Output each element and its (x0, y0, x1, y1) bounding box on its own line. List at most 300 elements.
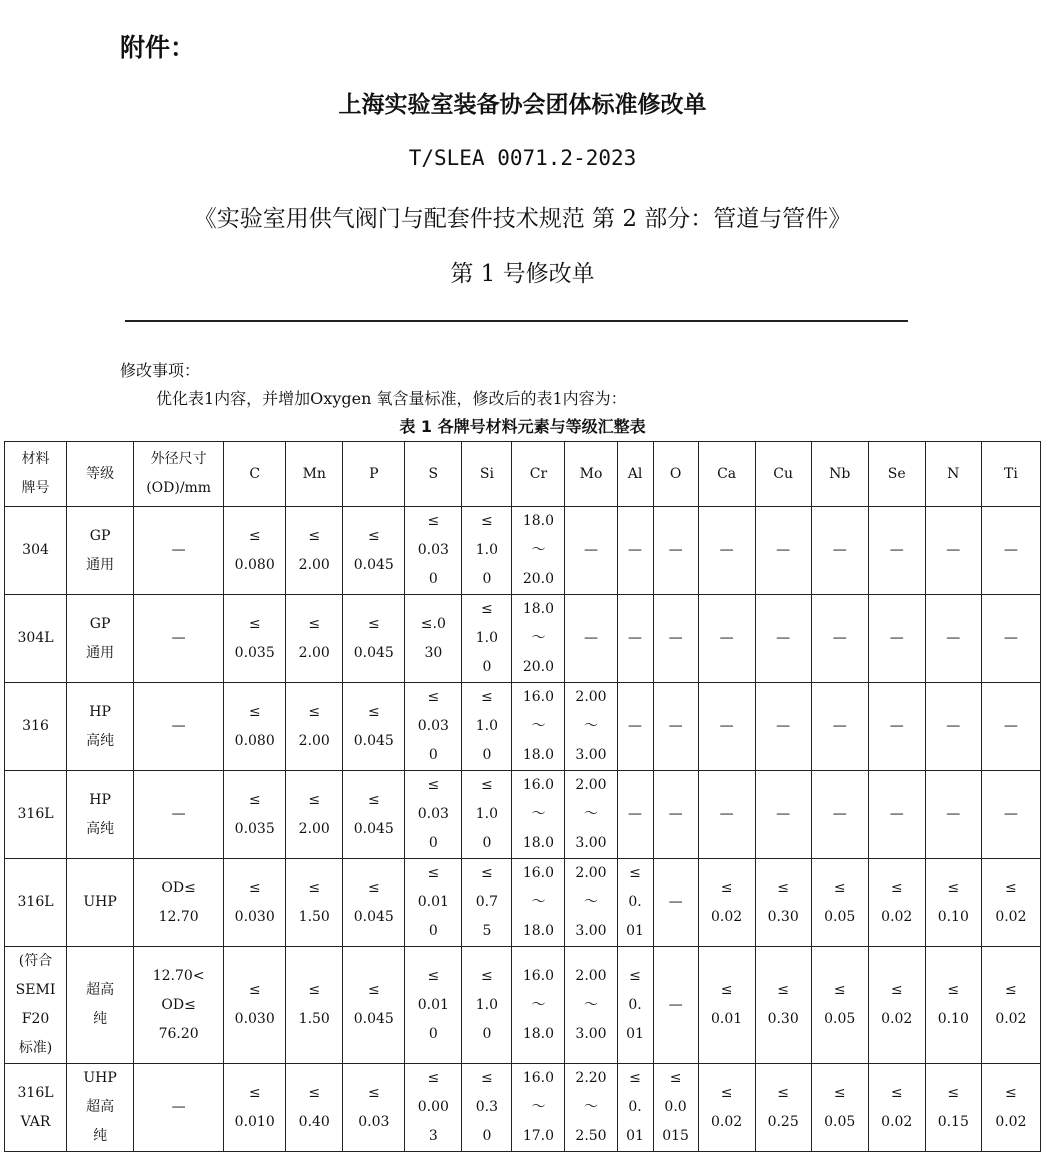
cell-line: 0.30 (767, 908, 799, 925)
cell-line: 0.080 (234, 556, 275, 573)
cell-line: — (946, 542, 961, 558)
header-cell (286, 442, 343, 507)
table-cell (512, 507, 565, 595)
cell-line: ≤ (248, 982, 261, 998)
cell-line: — (776, 630, 791, 646)
table-cell (868, 1064, 925, 1152)
cell-line: ≤ (308, 615, 321, 632)
table-cell (755, 507, 811, 595)
table-cell (925, 595, 981, 683)
table-cell (925, 683, 981, 771)
cell-line: ≤ (629, 1070, 641, 1086)
table-cell (868, 859, 925, 947)
cell-line: 2.50 (575, 1128, 607, 1144)
table-cell (67, 859, 134, 947)
cell-line: — (668, 542, 683, 558)
cell-line: ≤ (777, 982, 790, 998)
table-cell (698, 683, 755, 771)
cell-line: Mo (579, 465, 603, 482)
table-cell (343, 771, 405, 859)
cell-line: Cr (529, 465, 548, 482)
cell-line: — (1003, 718, 1018, 734)
cell-line: 3 (428, 1128, 438, 1144)
cell-line: N (947, 465, 960, 482)
cell-line: 通用 (86, 556, 115, 573)
table-row (5, 683, 1041, 771)
table-cell (405, 771, 462, 859)
table-cell (5, 1064, 67, 1152)
header-cell (565, 442, 617, 507)
table-cell (134, 507, 224, 595)
cell-line: — (668, 718, 683, 734)
cell-line: — (776, 542, 791, 558)
header-cell (981, 442, 1040, 507)
cell-line: ≤ (833, 879, 846, 896)
cell-line: GP (89, 527, 111, 544)
cell-line: 超高 (86, 982, 115, 998)
table-cell (925, 1064, 981, 1152)
cell-line: 0.02 (881, 1011, 913, 1027)
table-cell (755, 1064, 811, 1152)
cell-line: 0.080 (234, 732, 275, 749)
cell-line: ≤ (248, 791, 261, 808)
cell-line: ≤ (947, 879, 960, 896)
table-cell (755, 683, 811, 771)
table-cell (868, 947, 925, 1064)
table-cell (67, 507, 134, 595)
cell-line: ≤ (481, 967, 493, 984)
cell-line: 0.02 (995, 1113, 1027, 1130)
cell-line: 1.0 (475, 996, 499, 1013)
header-row (5, 442, 1041, 507)
table-cell (462, 595, 512, 683)
table-cell (134, 1064, 224, 1152)
table-cell (811, 859, 868, 947)
cell-line: ≤ (248, 879, 261, 896)
cell-line: — (719, 718, 734, 734)
table-cell (512, 947, 565, 1064)
table-cell (462, 1064, 512, 1152)
cell-line: 0 (428, 747, 438, 763)
table-row (5, 859, 1041, 947)
cell-line: ≤ (833, 1084, 846, 1101)
table-cell (512, 771, 565, 859)
table-cell (755, 859, 811, 947)
cell-line: — (719, 542, 734, 558)
cell-line: 18.0 (522, 601, 555, 617)
cell-line: 0.045 (353, 732, 394, 749)
cell-line: — (628, 542, 643, 558)
standard-name: 《实验室用供气阀门与配套件技术规范 第 2 部分：管道与管件》 (193, 206, 852, 232)
table-cell (67, 947, 134, 1064)
table-cell (811, 683, 868, 771)
cell-line: — (719, 630, 734, 646)
header-cell (224, 442, 286, 507)
cell-line: 0.40 (298, 1113, 330, 1130)
cell-line: ≤ (481, 865, 493, 881)
cell-line: 0.045 (353, 908, 394, 925)
cell-line: ≤ (1005, 982, 1017, 998)
table-cell (811, 1064, 868, 1152)
table-cell (565, 507, 617, 595)
cell-line: — (171, 630, 186, 646)
table-cell (462, 947, 512, 1064)
standard-code: T/SLEA 0071.2-2023 (408, 146, 637, 170)
cell-line: ≤ (308, 703, 321, 720)
cell-line: 材料 (21, 451, 50, 467)
table-cell (67, 1064, 134, 1152)
cell-line: 0 (482, 1025, 492, 1042)
table-cell (405, 859, 462, 947)
cell-line: 0.05 (824, 1113, 856, 1130)
table-cell (565, 683, 617, 771)
cell-line: ≤ (427, 777, 440, 793)
cell-line: ～ (531, 630, 546, 646)
table-cell (343, 1064, 405, 1152)
table-cell (653, 595, 698, 683)
header-cell (512, 442, 565, 507)
cell-line: 0.10 (937, 908, 969, 925)
cell-line: 18.0 (522, 923, 555, 939)
cell-line: ≤ (481, 513, 493, 529)
table-cell (224, 771, 286, 859)
cell-line: 3.00 (575, 747, 607, 763)
cell-line: 0.03 (417, 806, 449, 822)
cell-line: ≤ (777, 879, 790, 896)
cell-line: — (776, 806, 791, 822)
cell-line: 0.02 (881, 908, 913, 925)
table-cell (617, 947, 653, 1064)
table-cell (981, 859, 1040, 947)
cell-line: — (668, 894, 683, 910)
table-cell (698, 771, 755, 859)
cell-line: Mn (302, 465, 326, 482)
cell-line: 16.0 (522, 1070, 555, 1086)
document-title: 上海实验室装备协会团体标准修改单 (338, 92, 707, 118)
amendment-number: 第 1 号修改单 (450, 261, 595, 287)
cell-line: — (946, 630, 961, 646)
cell-line: 0 (482, 571, 492, 587)
header-cell (343, 442, 405, 507)
table-cell (224, 859, 286, 947)
cell-line: ～ (531, 718, 546, 734)
cell-line: ≤ (248, 1084, 261, 1101)
cell-line: 0.045 (353, 644, 394, 661)
cell-line: ～ (531, 542, 546, 558)
cell-line: — (628, 718, 643, 734)
cell-line: 2.00 (575, 689, 607, 705)
cell-line: 等级 (86, 465, 115, 482)
cell-line: — (889, 542, 904, 558)
header-cell (811, 442, 868, 507)
table-cell (343, 683, 405, 771)
header-cell (653, 442, 698, 507)
cell-line: 316 (22, 718, 49, 734)
cell-line: 30 (424, 644, 443, 661)
cell-line: ≤ (947, 982, 960, 998)
table-cell (286, 683, 343, 771)
table-caption: 表 1 各牌号材料元素与等级汇整表 (399, 417, 646, 436)
cell-line: 16.0 (522, 967, 555, 984)
table-cell (653, 947, 698, 1064)
cell-line: 0.03 (417, 718, 449, 734)
cell-line: (OD)/mm (146, 480, 212, 496)
cell-line: ≤ (720, 1084, 733, 1101)
cell-line: ≤ (720, 982, 733, 998)
cell-line: 0 (482, 747, 492, 763)
table-cell (755, 771, 811, 859)
cell-line: ≤ (947, 1084, 960, 1101)
cell-line: 0. (628, 894, 642, 910)
cell-line: GP (89, 615, 111, 632)
cell-line: 1.50 (298, 908, 330, 925)
table-cell (5, 683, 67, 771)
table-cell (67, 595, 134, 683)
cell-line: 3.00 (575, 1025, 607, 1042)
table-cell (565, 595, 617, 683)
table-cell (286, 595, 343, 683)
cell-line: ≤ (248, 703, 261, 720)
table-cell (405, 1064, 462, 1152)
table-cell (811, 771, 868, 859)
table-cell (617, 859, 653, 947)
table-cell (286, 947, 343, 1064)
table-cell (224, 595, 286, 683)
cell-line: ≤ (367, 703, 380, 720)
cell-line: 16.0 (522, 865, 555, 881)
cell-line: 0.02 (711, 908, 743, 925)
cell-line: — (583, 630, 598, 646)
header-cell (134, 442, 224, 507)
cell-line: 0.045 (353, 556, 394, 573)
cell-line: ～ (531, 1099, 546, 1115)
table-cell (698, 595, 755, 683)
table-cell (134, 771, 224, 859)
table-cell (868, 595, 925, 683)
cell-line: ≤ (481, 601, 493, 617)
cell-line: 18.0 (522, 513, 555, 529)
cell-line: 2.00 (298, 556, 330, 573)
cell-line: — (946, 718, 961, 734)
cell-line: ≤ (308, 791, 321, 808)
table-cell (224, 947, 286, 1064)
cell-line: 20.0 (522, 659, 555, 675)
table-cell (5, 947, 67, 1064)
table-cell (698, 507, 755, 595)
cell-line: 0 (428, 923, 438, 939)
cell-line: Al (627, 465, 643, 482)
cell-line: 0.25 (767, 1113, 799, 1130)
table-cell (512, 683, 565, 771)
cell-line: 304L (17, 630, 54, 646)
table-cell (811, 595, 868, 683)
table-cell (405, 683, 462, 771)
table-cell (134, 683, 224, 771)
cell-line: — (668, 996, 683, 1013)
cell-line: 1.0 (475, 806, 499, 822)
table-cell (462, 771, 512, 859)
cell-line: F20 (21, 1011, 50, 1027)
table-cell (512, 859, 565, 947)
table-cell (755, 595, 811, 683)
table-cell (617, 1064, 653, 1152)
table-cell (462, 507, 512, 595)
header-cell (868, 442, 925, 507)
cell-line: Se (887, 465, 906, 482)
cell-line: ≤ (308, 1084, 321, 1101)
cell-line: Nb (829, 465, 851, 482)
table-cell (698, 859, 755, 947)
cell-line: — (628, 630, 643, 646)
cell-line: 20.0 (522, 571, 555, 587)
cell-line: 0 (482, 835, 492, 851)
cell-line: — (832, 542, 847, 558)
table-cell (134, 947, 224, 1064)
table-cell (925, 771, 981, 859)
table-cell (698, 1064, 755, 1152)
table-cell (286, 1064, 343, 1152)
table-cell (67, 683, 134, 771)
cell-line: ～ (531, 894, 546, 910)
table-body (5, 442, 1041, 1152)
cell-line: ≤ (248, 527, 261, 544)
cell-line: 12.70 (158, 908, 199, 925)
items-label: 修改事项： (120, 361, 201, 380)
cell-line: 0.05 (824, 1011, 856, 1027)
cell-line: 01 (626, 1128, 644, 1144)
cell-line: 0.05 (824, 908, 856, 925)
cell-line: 高纯 (86, 732, 115, 749)
cell-line: ～ (531, 996, 546, 1013)
cell-line: 高纯 (86, 820, 115, 837)
cell-line: ～ (583, 996, 598, 1013)
cell-line: ≤ (629, 967, 641, 984)
table-cell (134, 595, 224, 683)
cell-line: 0.035 (234, 644, 275, 661)
cell-line: ≤ (427, 689, 440, 705)
cell-line: ～ (583, 1099, 598, 1115)
cell-line: ≤ (308, 527, 321, 544)
cell-line: ≤ (1005, 1084, 1017, 1101)
cell-line: 2.00 (298, 644, 330, 661)
cell-line: 0.02 (995, 908, 1027, 925)
cell-line: — (889, 718, 904, 734)
table-cell (343, 507, 405, 595)
cell-line: VAR (20, 1113, 51, 1130)
cell-line: — (832, 806, 847, 822)
header-cell (405, 442, 462, 507)
table-cell (5, 507, 67, 595)
table-cell (343, 859, 405, 947)
cell-line: 1.50 (298, 1011, 330, 1027)
divider-line (125, 320, 908, 322)
cell-line: ≤ (427, 1070, 440, 1086)
table-cell (925, 859, 981, 947)
cell-line: — (946, 806, 961, 822)
cell-line: SEMI (15, 982, 56, 998)
cell-line: 超高 (86, 1099, 115, 1115)
cell-line: 0.0 (664, 1099, 687, 1115)
table-cell (925, 507, 981, 595)
cell-line: ≤ (367, 615, 380, 632)
cell-line: 0.035 (234, 820, 275, 837)
table-cell (462, 859, 512, 947)
cell-line: 0.045 (353, 1011, 394, 1027)
cell-line: ≤ (367, 1084, 380, 1101)
table-cell (565, 1064, 617, 1152)
cell-line: 0.01 (417, 996, 449, 1013)
header-cell (698, 442, 755, 507)
cell-line: 01 (626, 1025, 644, 1042)
table-cell (653, 771, 698, 859)
cell-line: ～ (583, 718, 598, 734)
table-cell (981, 771, 1040, 859)
table-cell (565, 947, 617, 1064)
cell-line: ≤ (481, 777, 493, 793)
cell-line: 0.03 (417, 542, 449, 558)
cell-line: ≤.0 (420, 615, 446, 632)
cell-line: 0.00 (417, 1099, 449, 1115)
cell-line: 0.01 (417, 894, 449, 910)
cell-line: ≤ (890, 879, 903, 896)
cell-line: C (249, 465, 261, 482)
table-cell (134, 859, 224, 947)
cell-line: 0. (628, 1099, 642, 1115)
cell-line: 0.010 (234, 1113, 275, 1130)
cell-line: Ti (1003, 465, 1018, 482)
cell-line: P (369, 465, 379, 482)
cell-line: 18.0 (522, 1025, 555, 1042)
table-cell (224, 683, 286, 771)
cell-line: ≤ (629, 865, 641, 881)
cell-line: 316L (17, 1084, 54, 1101)
cell-line: 3.00 (575, 835, 607, 851)
cell-line: — (171, 542, 186, 558)
cell-line: 0 (482, 1128, 492, 1144)
cell-line: ≤ (367, 982, 380, 998)
table-cell (405, 947, 462, 1064)
table-cell (653, 683, 698, 771)
cell-line: 0 (428, 1025, 438, 1042)
material-spec-table (4, 441, 1041, 1152)
table-cell (868, 507, 925, 595)
table-cell (286, 507, 343, 595)
cell-line: 2.00 (575, 777, 607, 793)
cell-line: ≤ (777, 1084, 790, 1101)
table-cell (462, 683, 512, 771)
cell-line: 0.10 (937, 1011, 969, 1027)
cell-line: 304 (22, 542, 49, 558)
cell-line: ～ (531, 806, 546, 822)
cell-line: — (889, 806, 904, 822)
cell-line: 2.00 (298, 820, 330, 837)
cell-line: 2.20 (575, 1070, 607, 1086)
amendment-description: 优化表1内容，并增加Oxygen 氧含量标准，修改后的表1内容为： (156, 389, 627, 408)
cell-line: Cu (773, 465, 794, 482)
cell-line: 0.045 (353, 820, 394, 837)
cell-line: ≤ (367, 527, 380, 544)
cell-line: 0 (428, 571, 438, 587)
cell-line: 17.0 (522, 1128, 555, 1144)
cell-line: 18.0 (522, 835, 555, 851)
table-cell (653, 1064, 698, 1152)
cell-line: — (1003, 630, 1018, 646)
cell-line: ≤ (367, 791, 380, 808)
cell-line: 0.03 (358, 1113, 390, 1130)
cell-line: Si (479, 465, 494, 482)
table-cell (617, 771, 653, 859)
cell-line: — (171, 806, 186, 822)
